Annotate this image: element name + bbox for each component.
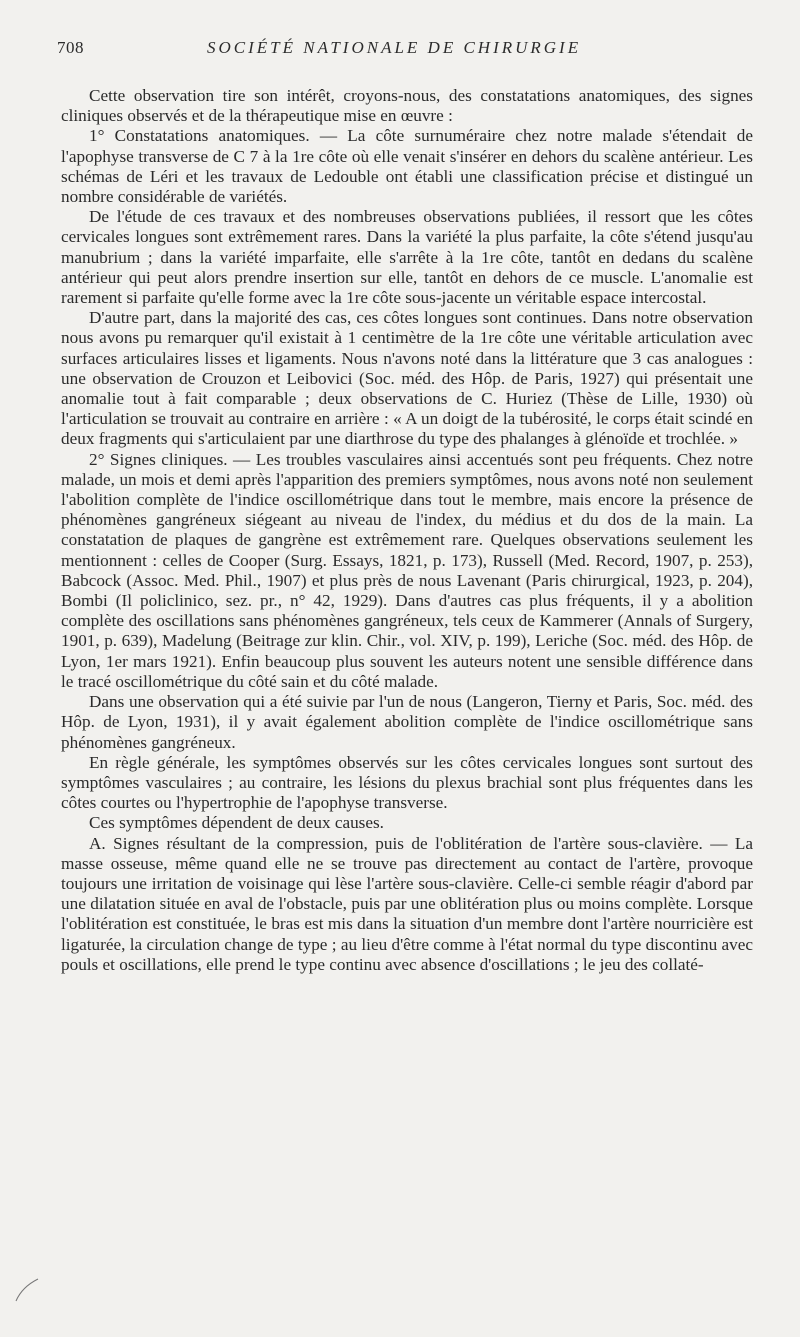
paragraph-langeron: Dans une observation qui a été suivie par l'un de nous (Langeron, Tierny et Paris, Soc. méd. des Hôp. de Lyon, 1931), il y avait également abolition complète de l'indice oscillométrique sans phénomènes gangréneux. [61,692,753,752]
paragraph-etude: De l'étude de ces travaux et des nombreuses observations publiées, il ressort que les côtes cervicales longues sont extrêmement rares. Dans la variété la plus parfaite, la côte s'étend jusqu'au manubrium ; dans la variété imparfaite, elle s'arrête à la 1re côte, tantôt en dedans du scalène antérieur qui peut alors prendre insertion sur elle, tantôt en dehors de ce muscle. L'anomalie est rarement si parfaite qu'elle forme avec la 1re côte sous-jacente un véritable espace intercostal. [61,207,753,308]
paragraph-deux-causes: Ces symptômes dépendent de deux causes. [89,813,384,833]
page-header [57,38,757,62]
running-title: SOCIÉTÉ NATIONALE DE CHIRURGIE [207,38,582,57]
paragraph-regle-generale: En règle générale, les symptômes observés sur les côtes cervicales longues sont surtout des symptômes vasculaires ; au contraire, les lésions du plexus brachial sont plus fréquentes dans les côtes courtes ou l'hypertrophie de l'apophyse transverse. [61,752,753,813]
paragraph-constatations: 1° Constatations anatomiques. — La côte surnuméraire chez notre malade s'étendait de l'apophyse transverse de C 7 à la 1re côte où elle venait s'insérer en dehors du scalène antérieur. Les schémas de Léri et les travaux de Ledouble ont établi une classification précise et distingué un nombre considérable de variétés. [61,126,753,207]
paragraph-signes-cliniques: 2° Signes cliniques. — Les troubles vasculaires ainsi accentués sont peu fréquents. Chez notre malade, un mois et demi après l'apparition des premiers symptômes, nous avons noté non seulement l'abolition complète de l'indice oscillométrique dans tout le membre, mais encore la présence de phénomènes gangréneux siégeant au niveau de l'index, du médius et du dos de la main. La constatation de plaques de gangrène est extrêmement rare. Quelques observations seulement les mentionnent : celles de Cooper (Surg. Essays, 1821, p. 173), Russell (Med. Record, 1907, p. 253), Babcock (Assoc. Med. Phil., 1907) et plus près de nous Lavenant (Paris chirurgical, 1923, p. 204), Bombi (Il policlinico, sez. pr., n° 42, 1929). Dans d'autres cas plus fréquents, il y a abolition complète des oscillations sans phénomènes gangréneux, tels ceux de Kammerer (Annals of Surgery, 1901, p. 639), Madelung (Beitrage zur klin. Chir., vol. XIV, p. 199), Leriche (Soc. méd. des Hôp. de Lyon, 1er mars 1921). Enfin beaucoup plus souvent les auteurs notent une sensible différence dans le tracé oscillométrique du côté sain et du côté malade. [61,449,753,691]
paragraph-intro: Cette observation tire son intérêt, croyons-nous, des constatations anatomiques, des signes cliniques observés et de la thérapeutique mise en œuvre : [61,86,753,126]
paragraph-continues: D'autre part, dans la majorité des cas, ces côtes longues sont continues. Dans notre observation nous avons pu remarquer qu'il existait à 1 centimètre de la 1re côte une véritable articulation avec surfaces articulaires lisses et ligaments. Nous n'avons noté dans la littérature que 3 cas analogues : une observation de Crouzon et Leibovici (Soc. méd. des Hôp. de Paris, 1927) qui présentait une anomalie tout à fait comparable ; deux observations de C. Huriez (Thèse de Lille, 1930) où l'articulation se trouvait au contraire en arrière : « A un doigt de la tubérosité, le corps était scindé en deux fragments qui s'articulaient par une diarthrose du type des phalanges à glénoïde et trochlée. » [61,308,753,449]
page-number: 708 [57,38,84,57]
pencil-mark-icon [14,1277,40,1303]
paragraph-signes-compression: A. Signes résultant de la compression, puis de l'oblitération de l'artère sous-clavière. — La masse osseuse, même quand elle ne se trouve pas directement au contact de l'artère, provoque toujours une irritation de voisinage qui lèse l'artère sous-clavière. Celle-ci semble réagir d'abord par une dilatation située en aval de l'obstacle, puis par une oblitération plus ou moins complète. Lorsque l'oblitération est constituée, le bras est mis dans la situation d'un membre dont l'artère nourricière est ligaturée, la circulation change de type ; au lieu d'être comme à l'état normal du type discontinu avec pouls et oscillations, elle prend le type continu avec absence d'oscillations ; le jeu des collaté- [61,833,753,974]
body-text [61,86,753,975]
